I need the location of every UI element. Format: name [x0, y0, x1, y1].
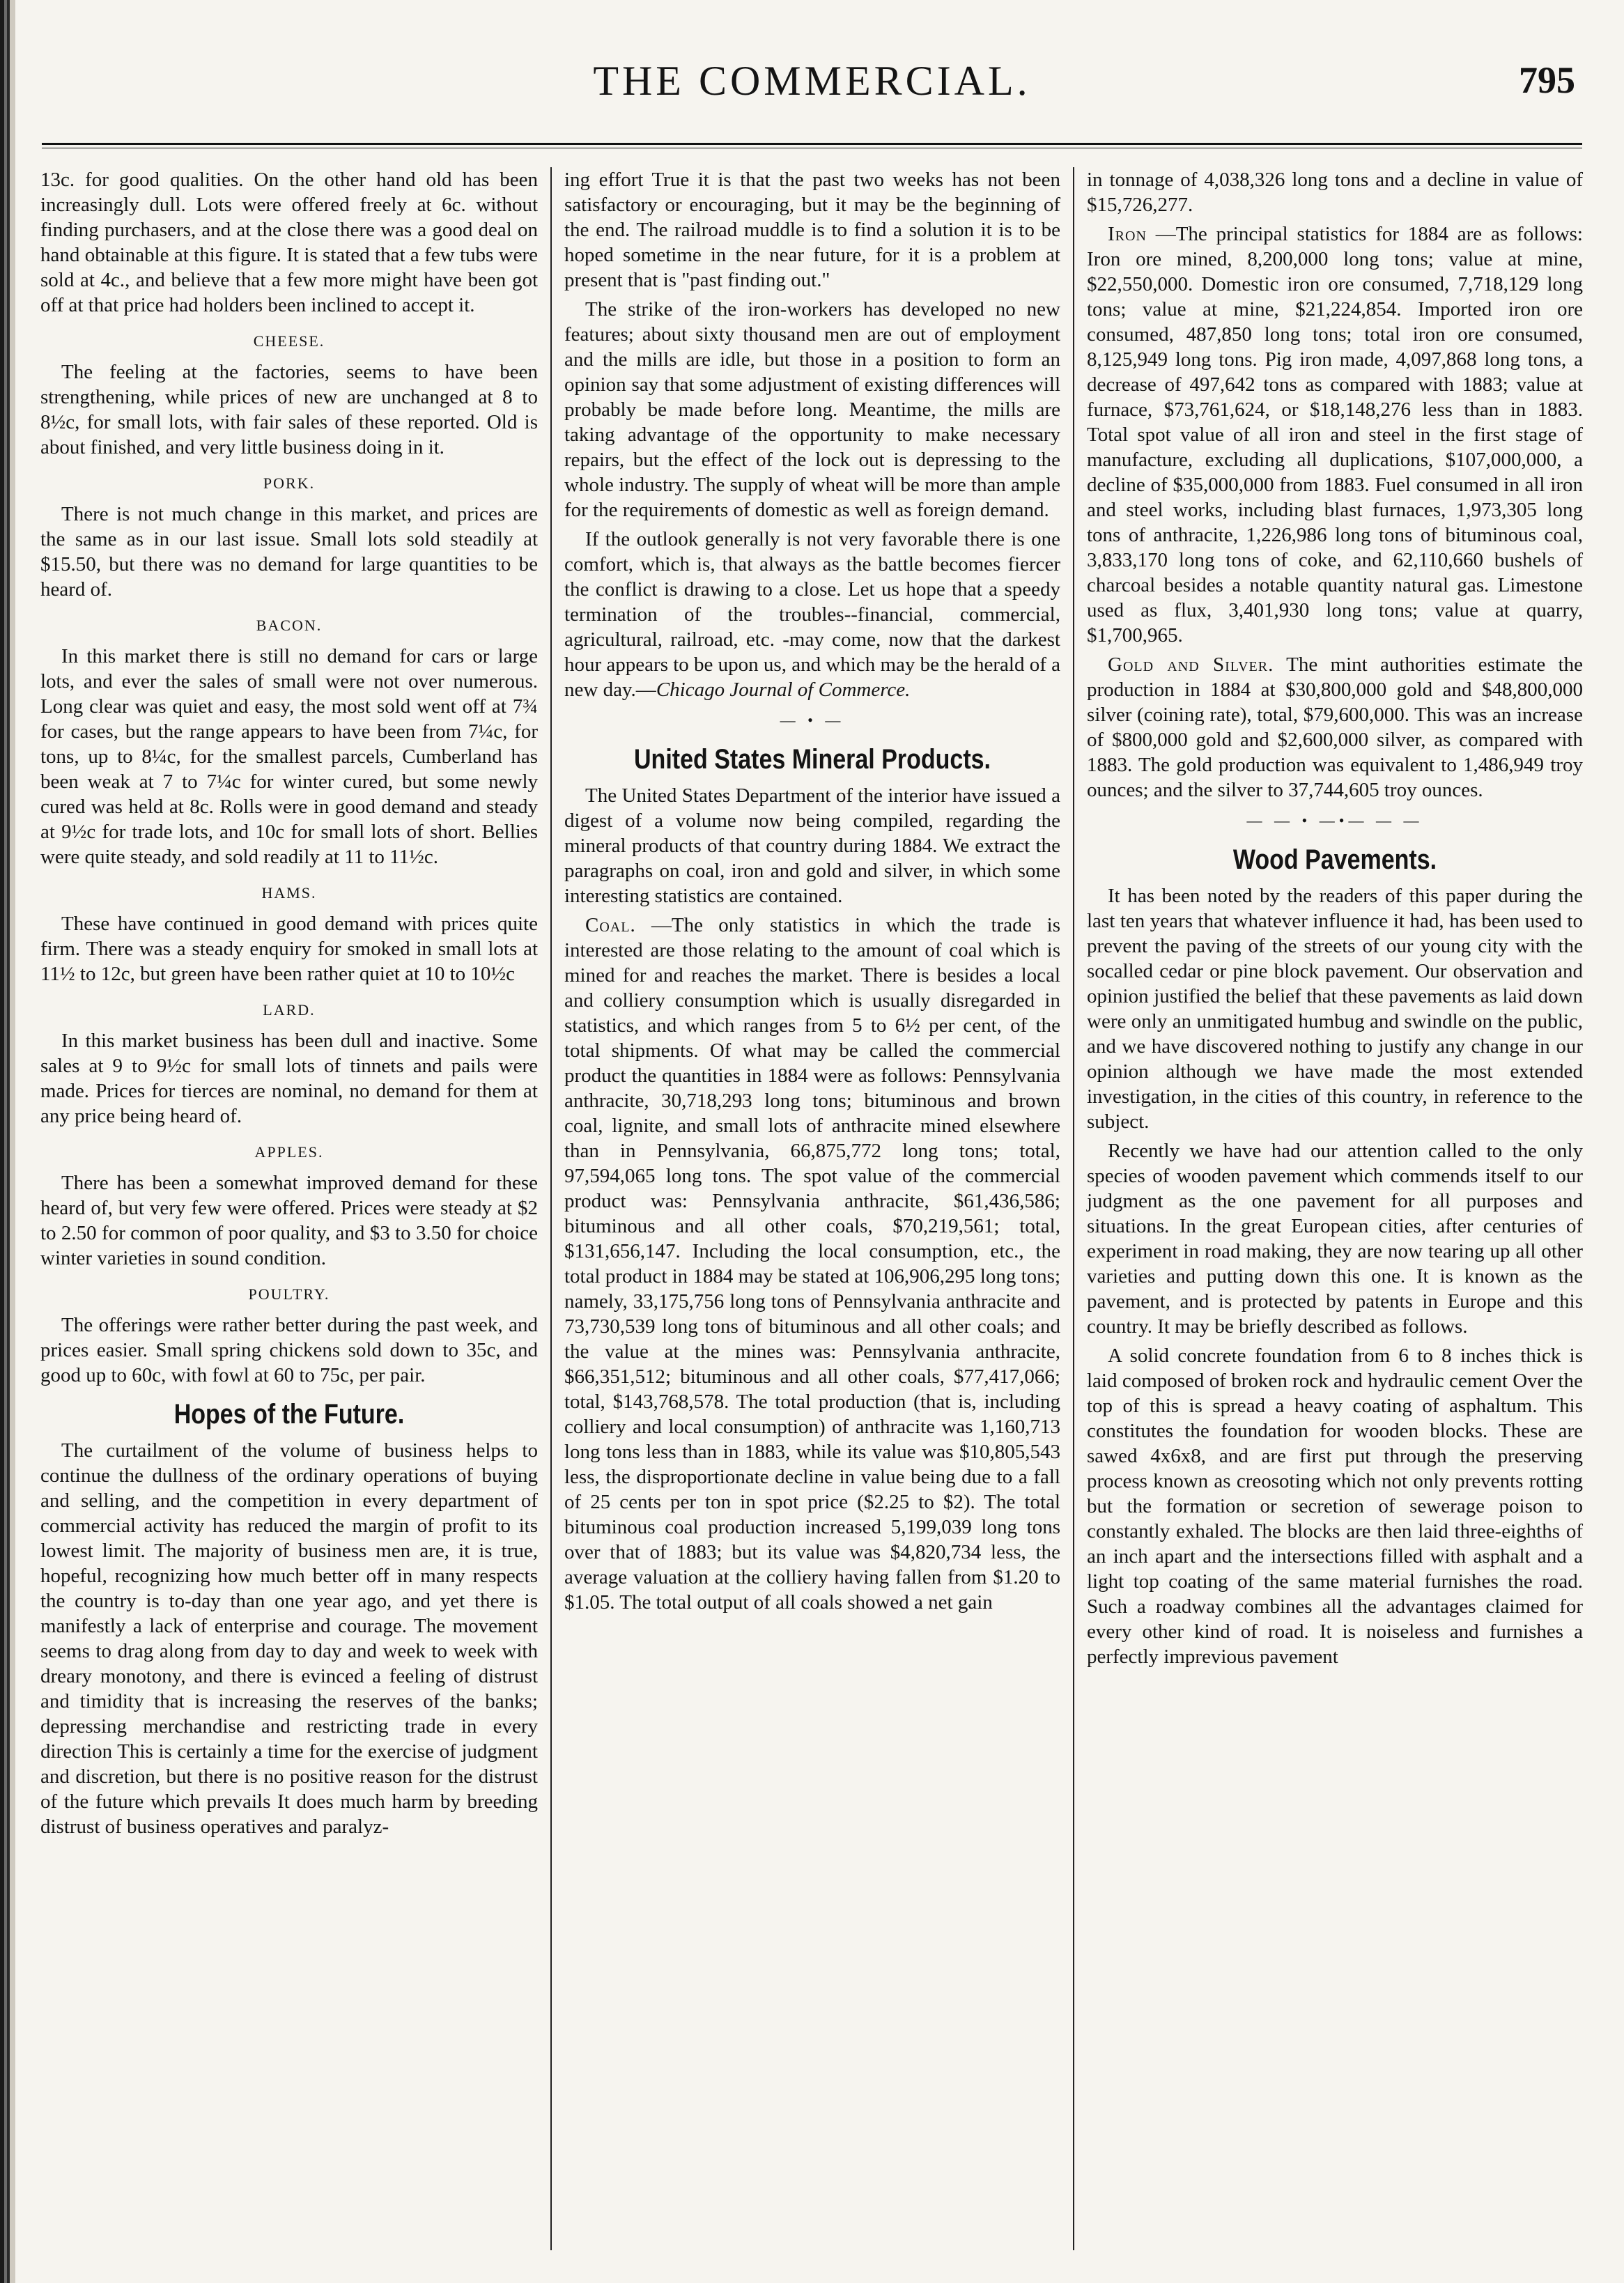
run-in-heading-gold: Gold and Silver.: [1108, 653, 1274, 676]
paragraph: It has been noted by the readers of this paper during the last ten years that whatever influence it had, has been used to prevent the paving of the streets of our young city with the socalled cedar or pine block pavement. Our observation and opinion justified the belief that these pavements as laid down were only an unmitigated humbug and swindle on the public, and we have discovered nothing to justify any change in our opinion although we have made the most extended investigation, in the cities of this country, in reference to the subject.: [1087, 885, 1583, 1133]
paragraph: The feeling at the factories, seems to have been strengthening, while prices of new are unchanged at 8 to 8½c, for small lots, with fair sales of these reported. Old is about finished, and very little business doing in it.: [40, 361, 538, 458]
section-heading-bacon: BACON.: [256, 617, 323, 634]
page-number: 795: [1519, 59, 1575, 101]
paragraph: The curtailment of the volume of business helps to continue the dullness of the ordinary operations of buying and selling, and the competition in every department of commercial activity has reduced the margin of profit to its lowest limit. The majority of business men are, it is true, hopeful, recognizing how much better off in many respects the country is to-day than one year ago, and yet there is manifestly a lack of enterprise and courage. The movement seems to drag along from day to day and week to week with dreary monotony, and there is evinced a feeling of distrust and timidity that is increasing the reserves of the banks; depressing merchandise and restricting trade in every direction This is certainly a time for the exercise of judgment and discretion, but there is no positive reason for the distrust of the future which prevails It does much harm by breeding distrust of business operatives and paralyz-: [40, 1439, 538, 1838]
section-heading-hams: HAMS.: [261, 884, 317, 901]
paragraph-text: —The principal statistics for 1884 are as follows: Iron ore mined, 8,200,000 long tons; value at mine, $22,550,000. Domestic iron ore consumed, 7,718,129 long tons; value at mine, $21,224,854. Imported iron ore consumed, 487,850 long tons; total iron ore consumed, 8,125,949 long tons. Pig iron made, 4,097,868 long tons, a decrease of 497,642 tons as compared with 1883; value at furnace, $73,761,624, or $18,148,276 less than in 1883. Total spot value of all iron and steel in the first stage of manufacture, excluding all duplications, $107,000,000, a decline of $35,000,000 from 1883. Fuel consumed in all iron and steel works, including blast furnaces, 1,973,305 long tons of anthracite, 1,226,986 long tons of bituminous coal, 3,833,170 long tons of coke, and 62,110,660 bushels of charcoal besides a notable quantity natural gas. Limestone used as flux, 3,401,930 long tons; value at quarry, $1,700,965.: [1087, 223, 1583, 647]
paragraph: A solid concrete foundation from 6 to 8 inches thick is laid composed of broken rock and hydraulic cement Over the top of this is spread a heavy coating of asphaltum. This constitutes the foundation for wooden blocks. These are sawed 4x6x8, and are first put through the preserving process known as creosoting which not only prevents rotting but the formation or secretion of sewerage poison to constantly exhaled. The blocks are then laid three-eighths of an inch apart and the intersections filled with asphalt and a light top coating of the same material furnishes the road. Such a roadway combines all the advantages claimed for every other kind of road. It is noiseless and furnishes a perfectly imprevious pavement: [1087, 1345, 1583, 1668]
section-separator: — — • —•— — —: [1246, 812, 1423, 829]
paragraph: ing effort True it is that the past two weeks has not been satisfactory or encouraging, but it may be the beginning of the end. The railroad muddle is to find a solution it is to be hoped sometime in the near future, for it is a problem at present that is "past finding out.": [564, 169, 1060, 291]
paragraph: [564, 527, 1060, 702]
paragraph-text: The mint authorities estimate the production in 1884 at $30,800,000 gold and $48,800,000 silver (coining rate), total, $79,600,000. This was an increase of $800,000 gold and $2,600,000 silver, as compared with 1883. The gold production was equivalent to 1,486,949 troy ounces; and the silver to 37,744,605 troy ounces.: [1087, 653, 1584, 801]
paragraph: In this market there is still no demand for cars or large lots, and ever the sales of small were not over numerous. Long clear was quiet and easy, the most sold went off at 7¾ for cases, but the range appears to have been from 7¼c, for tons, up to 8¼c, for the smallest parcels, Cumberland has been weak at 7 to 7¼c for winter cured, but some newly cured was held at 8c. Rolls were in good demand and steady at 9½c for trade lots, and 10c for small lots of short. Bellies were quite steady, and sold readily at 11 to 11½c.: [40, 645, 538, 868]
section-heading-poultry: POULTRY.: [248, 1285, 330, 1303]
paragraph: The United States Department of the interior have issued a digest of a volume now being compiled, regarding the mineral products of that country during 1884. We extract the paragraphs on coal, iron and gold and silver, in which some interesting statistics are contained.: [564, 784, 1060, 907]
paragraph: There is not much change in this market, and prices are the same as in our last issue. Small lots sold steadily at $15.50, but there was no demand for large quantities to be heard of.: [40, 503, 538, 601]
masthead-rule: [42, 143, 1582, 148]
article-title-hopes: Hopes of the Future.: [173, 1399, 405, 1430]
paragraph: In this market business has been dull and inactive. Some sales at 9 to 9½c for small lots of tinnets and pails were made. Prices for tierces are nominal, no demand for them at any price being heard of.: [40, 1030, 538, 1127]
paragraph: There has been a somewhat improved demand for these heard of, but very few were offered. Prices were steady at $2 to 2.50 for common of poor quality, and $3 to 3.50 for choice winter varieties in sound condition.: [40, 1172, 538, 1269]
section-heading-lard: LARD.: [263, 1001, 316, 1019]
paragraph: Recently we have had our attention called to the only species of wooden pavement which commends itself to our judgment as the one pavement for all purposes and situations. In the great European cities, after centuries of experiment in road making, they are now tearing up all other varieties and putting down this one. It is known as the pavement, and is protected by patents in Europe and this country. It may be briefly described as follows.: [1087, 1140, 1583, 1338]
article-title-mineral: United States Mineral Products.: [634, 744, 991, 775]
source-credit: Chicago Journal of Commerce.: [656, 679, 911, 701]
newspaper-title: THE COMMERCIAL.: [593, 58, 1031, 104]
article-columns: [28, 167, 1595, 2250]
paragraph: [1087, 652, 1583, 803]
paragraph: [564, 913, 1060, 1615]
column-3: [1073, 167, 1595, 2250]
masthead: [42, 57, 1582, 134]
section-heading-apples: APPLES.: [254, 1143, 324, 1161]
paragraph: 13c. for good qualities. On the other hand old has been increasingly dull. Lots were offered freely at 6c. without finding purchasers, and at the close there was a good deal on hand obtainable at this figure. It is stated that a few tubs were sold at 4c., and believe that a few more might have been got off at that price had holders been inclined to accept it.: [40, 169, 538, 316]
paragraph: These have continued in good demand with prices quite firm. There was a steady enquiry for smoked in small lots at 11½ to 12c, but green have been rather quiet at 10 to 10½c: [40, 913, 538, 985]
paragraph: The strike of the iron-workers has developed no new features; about sixty thousand men are out of employment and the mills are idle, but those in a position to form an opinion say that some adjustment of existing differences will probably be made before long. Meantime, the mills are taking advantage of the opportunity to make necessary repairs, but the effect of the lock out is depressing to the whole industry. The supply of wheat will be more than ample for the requirements of domestic as well as foreign demand.: [564, 298, 1060, 521]
column-2: [550, 167, 1073, 2250]
section-separator: — • —: [780, 711, 845, 729]
paragraph: [1087, 222, 1583, 648]
section-heading-cheese: CHEESE.: [253, 332, 325, 350]
section-heading-pork: PORK.: [263, 474, 316, 492]
column-1: [28, 167, 550, 2250]
page-binding-edge: [0, 0, 15, 2283]
article-title-wood: Wood Pavements.: [1232, 844, 1437, 875]
paragraph-text: —The only statistics in which the trade is interested are those relating to the amount of coal which is mined for and reaches the market. There is besides a local and colliery consumption which is usually disregarded in statistics, and which ranges from 5 to 6½ per cent, of the total shipments. Of what may be called the commercial product the quantities in 1884 were as follows: Pennsylvania anthracite, 30,718,293 long tons; bituminous and brown coal, lignite, and small lots of anthracite mined elsewhere than in Pennsylvania, 66,875,772 long tons; total, 97,594,065 long tons. The spot value of the commercial product was: Pennsylvania anthracite, $61,436,586; bituminous and all other coals, $70,219,561; total, $131,656,147. Including the local consumption, etc., the total product in 1884 may be stated at 106,906,295 long tons; namely, 33,175,756 long tons of Pennsylvania anthracite and 73,730,539 long tons of bituminous and all other coals; and the value at the mines was: Pennsylvania anthracite, $66,351,512; bituminous and all other coals, $77,417,066; total, $143,768,578. The total production (that is, including colliery and local consumption) of anthracite was 1,160,713 long tons less than in 1883, while its value was $10,805,543 less, the disproportionate decline in value being due to a fall of 25 cents per ton in spot price ($2.25 to $2). The total bituminous coal production increased 5,199,039 long tons over that of 1883; but its value was $4,820,734 less, the average valuation at the colliery having fallen from $1.20 to $1.05. The total output of all coals showed a net gain: [564, 914, 1061, 1613]
paragraph: The offerings were rather better during the past week, and prices easier. Small spring chickens sold down to 35c, and good up to 60c, with fowl at 60 to 75c, per pair.: [40, 1314, 538, 1386]
run-in-heading-coal: Coal.: [585, 914, 636, 936]
run-in-heading-iron: Iron: [1108, 223, 1147, 245]
paragraph-text: If the outlook generally is not very favorable there is one comfort, which is, that always as the battle becomes fiercer the conflict is drawing to a close. Let us hope that a speedy termination of the troubles--financial, commercial, agricultural, railroad, etc. -may come, now that the darkest hour appears to be upon us, and which may be the herald of a new day.—: [564, 528, 1060, 701]
paragraph: in tonnage of 4,038,326 long tons and a decline in value of $15,726,277.: [1087, 169, 1583, 216]
